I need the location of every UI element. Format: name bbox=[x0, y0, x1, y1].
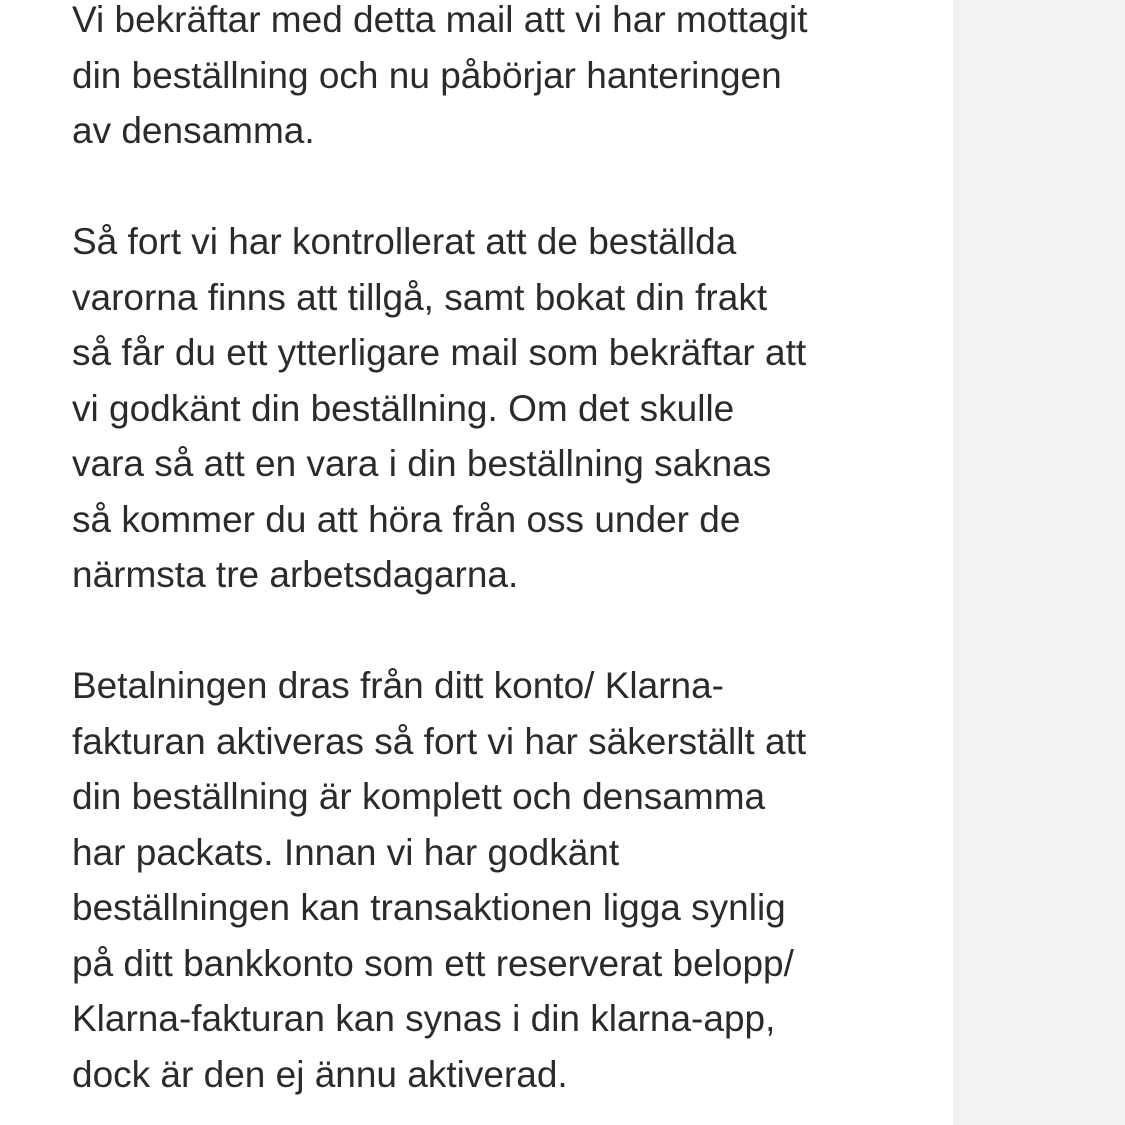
payment-info-paragraph: Betalningen dras från ditt konto/ Klarna- fakturan aktiveras så fort vi har säkerställt att din beställning är komplett och densamma har packats. Innan vi har godkänt beställningen kan transaktionen ligga synlig på ditt bankkonto som ett reserverat belopp/ Klarna-fakturan kan synas i din klarna-app, dock är den ej ännu aktiverad. bbox=[72, 665, 807, 1095]
order-confirmation-paragraph: Vi bekräftar med detta mail att vi har mottagit din beställning och nu påbörjar hanteringen av densamma. bbox=[72, 0, 808, 151]
side-panel bbox=[953, 0, 1125, 1125]
order-processing-paragraph: Så fort vi har kontrollerat att de beställda varorna finns att tillgå, samt bokat din frakt så får du ett ytterligare mail som bekräftar att vi godkänt din beställning. Om det skulle vara så att en vara i din beställning saknas så kommer du att höra från oss under de närmsta tre arbetsdagarna. bbox=[72, 221, 807, 595]
